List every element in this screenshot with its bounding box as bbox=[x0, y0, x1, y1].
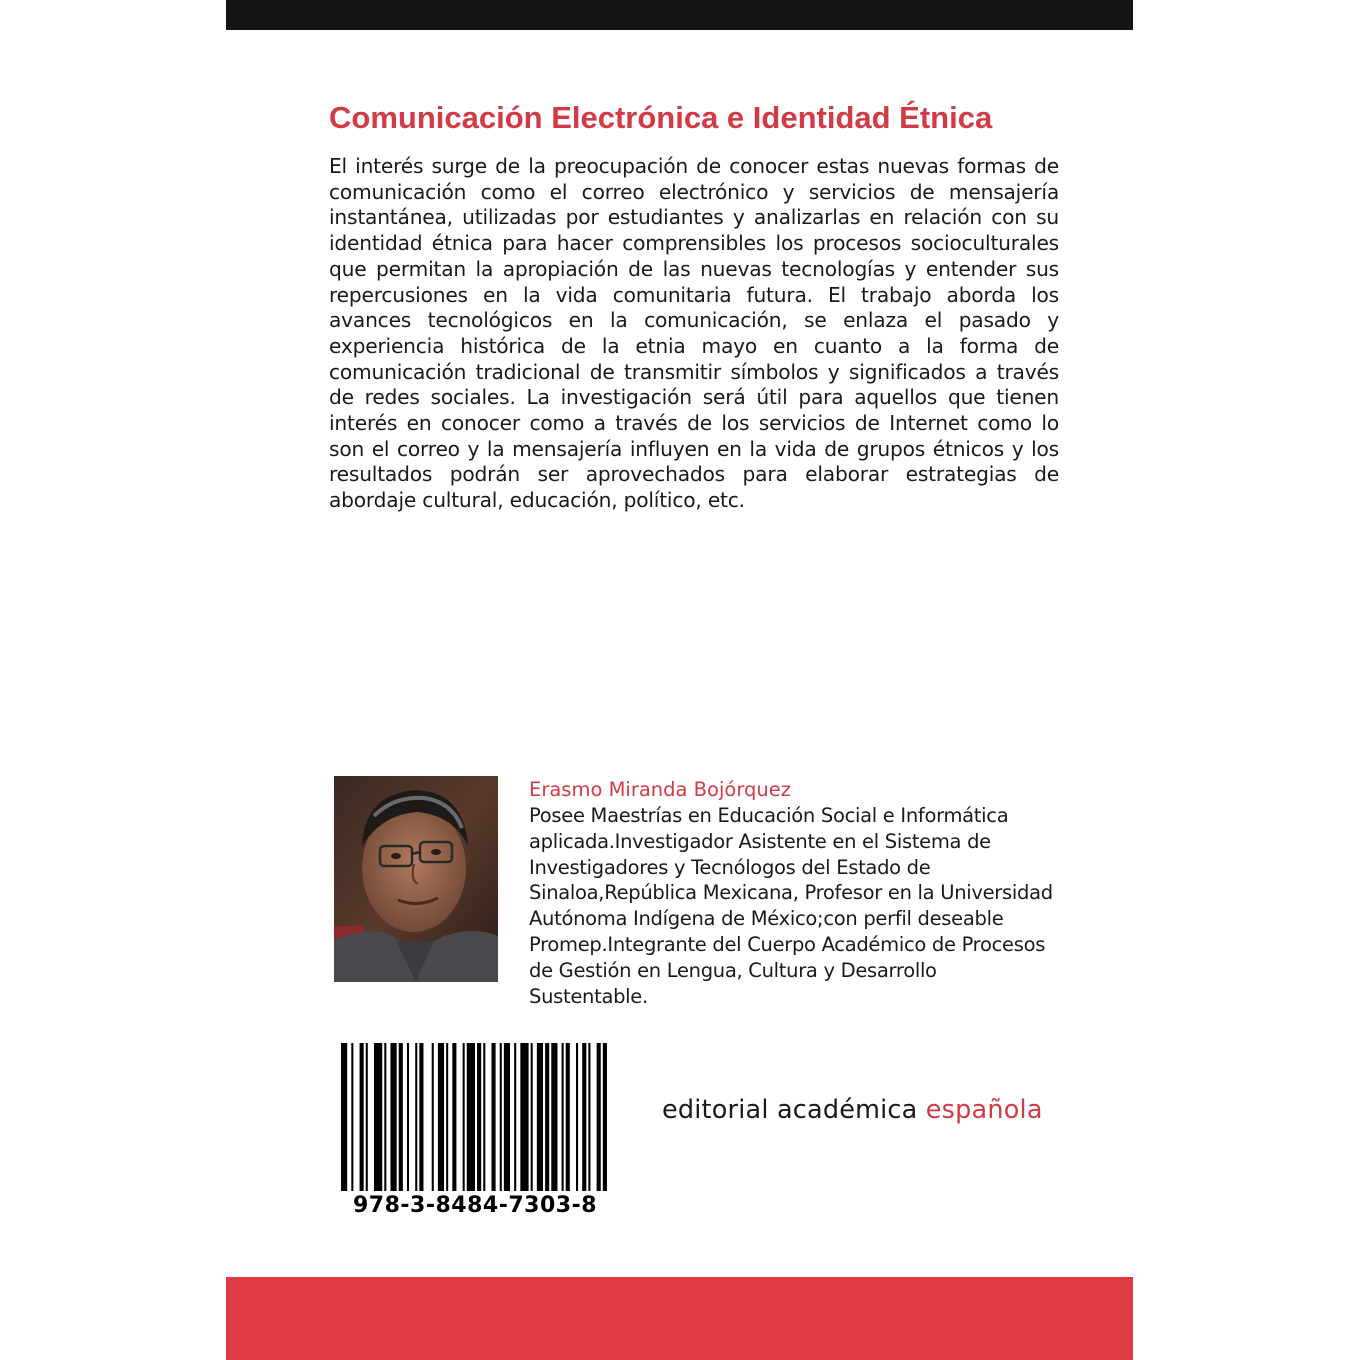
publisher-name-part1: editorial académica bbox=[662, 1095, 926, 1125]
barcode-bar bbox=[588, 1043, 590, 1191]
barcode-bar bbox=[551, 1043, 557, 1191]
barcode-bar bbox=[390, 1043, 396, 1191]
barcode-bar bbox=[407, 1043, 409, 1191]
barcode-bar bbox=[419, 1043, 423, 1191]
barcode-bar bbox=[366, 1043, 368, 1191]
barcode-bar bbox=[500, 1043, 502, 1191]
book-back-cover bbox=[226, 0, 1133, 1360]
barcode-bar bbox=[483, 1043, 485, 1191]
barcode-bar bbox=[576, 1043, 578, 1191]
barcode-bar bbox=[452, 1043, 456, 1191]
barcode-bar bbox=[491, 1043, 495, 1191]
barcode-bar bbox=[384, 1043, 386, 1191]
top-color-bar bbox=[226, 0, 1133, 30]
barcode-bar bbox=[463, 1043, 465, 1191]
barcode-bar bbox=[374, 1043, 382, 1191]
barcode-bar bbox=[360, 1043, 364, 1191]
barcode-bar bbox=[399, 1043, 403, 1191]
book-blurb: El interés surge de la preocupación de conocer estas nuevas formas de comunicación como el correo electrónico y servicios de mensajería instantánea, utilizadas por estudiantes y analizarlas en relación con su identidad étnica para hacer comprensibles los procesos socioculturales que permitan la apropiación de las nuevas tecnologías y entender sus repercusiones en la vida comunitaria futura. El trabajo aborda los avances tecnológicos en la comunicación, se enlaza el pasado y experiencia histórica de la etnia mayo en cuanto a la forma de comunicación tradicional de transmitir símbolos y significados a través de redes sociales. La investigación será útil para aquellos que tienen interés en conocer como a través de los servicios de Internet como lo son el correo y la mensajería influyen en la vida de grupos étnicos y los resultados podrán ser aprovechados para elaborar estrategias de abordaje cultural, educación, político, etc. bbox=[329, 154, 1059, 513]
barcode-bar bbox=[341, 1043, 347, 1191]
bottom-color-bar bbox=[226, 1277, 1133, 1360]
barcode-bar bbox=[603, 1043, 607, 1191]
barcode-bar bbox=[477, 1043, 481, 1191]
barcode-bar bbox=[537, 1043, 543, 1191]
barcode-bar bbox=[446, 1043, 448, 1191]
barcode-bar bbox=[432, 1043, 434, 1191]
barcode-bar bbox=[351, 1043, 353, 1191]
barcode-bar bbox=[562, 1043, 564, 1191]
barcode-bar bbox=[438, 1043, 444, 1191]
publisher-name-part2: española bbox=[925, 1095, 1043, 1125]
author-photo bbox=[334, 776, 498, 982]
book-title: Comunicación Electrónica e Identidad Étnica bbox=[329, 100, 993, 135]
barcode-bar bbox=[566, 1043, 570, 1191]
author-name: Erasmo Miranda Bojórquez bbox=[529, 778, 791, 801]
publisher-logo bbox=[662, 1095, 1043, 1125]
barcode-bar bbox=[514, 1043, 516, 1191]
barcode-bar bbox=[597, 1043, 601, 1191]
barcode-bar bbox=[582, 1043, 586, 1191]
barcode-bar bbox=[520, 1043, 528, 1191]
barcode-bar bbox=[415, 1043, 417, 1191]
barcode-bar bbox=[467, 1043, 475, 1191]
barcode bbox=[341, 1043, 609, 1191]
barcode-bar bbox=[545, 1043, 549, 1191]
barcode-bar bbox=[504, 1043, 510, 1191]
isbn-number: 978-3-8484-7303-8 bbox=[352, 1193, 598, 1218]
barcode-bar bbox=[531, 1043, 533, 1191]
author-bio: Posee Maestrías en Educación Social e Informática aplicada.Investigador Asistente en el Sistema de Investigadores y Tecnólogos del Estado de Sinaloa,República Mexicana, Profesor en la Universidad Autónoma Indígena de México;con perfil deseable Promep.Integrante del Cuerpo Académico de Procesos de Gestión en Lengua, Cultura y Desarrollo Sustentable. bbox=[529, 804, 1053, 1008]
